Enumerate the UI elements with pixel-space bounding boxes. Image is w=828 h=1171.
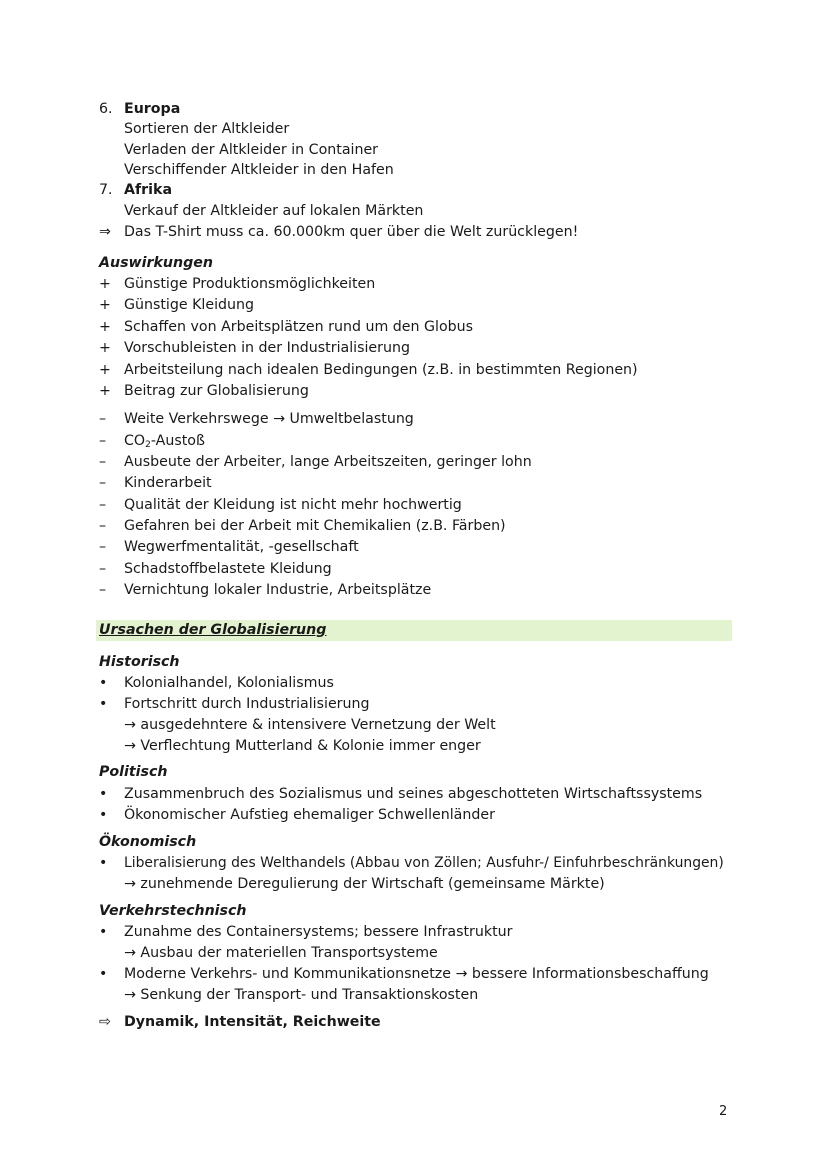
- minus-icon: –: [99, 539, 107, 555]
- list-number: 7.: [99, 182, 113, 198]
- minus-icon: –: [99, 582, 107, 598]
- minus-icon: –: [99, 561, 107, 577]
- bullet-icon: •: [99, 786, 108, 802]
- bullet-icon: •: [99, 696, 108, 712]
- minus-icon: –: [99, 411, 107, 427]
- plus-icon: +: [99, 383, 111, 399]
- plus-icon: +: [99, 276, 111, 292]
- minus-icon: –: [99, 433, 107, 449]
- bullet-icon: •: [99, 966, 108, 982]
- minus-icon: –: [99, 475, 107, 491]
- list-item-title: Afrika: [124, 182, 173, 198]
- bullet-icon: •: [99, 924, 108, 940]
- plus-icon: +: [99, 340, 111, 356]
- plus-icon: +: [99, 319, 111, 335]
- subheading-oekonomisch: Ökonomisch: [99, 834, 197, 850]
- subheading-verkehrstechnisch: Verkehrstechnisch: [99, 903, 247, 919]
- minus-icon: –: [99, 454, 107, 470]
- bullet-icon: •: [99, 855, 108, 871]
- plus-icon: +: [99, 362, 111, 378]
- page-number: 2: [719, 1104, 728, 1119]
- subheading-historisch: Historisch: [99, 654, 180, 670]
- subheading-politisch: Politisch: [99, 764, 168, 780]
- bullet-icon: •: [99, 675, 108, 691]
- document-page: 6. Europa Sortieren der Altkleider Verladen der Altkleider in Container Verschiffender Altkleider in den Hafen 7. Afrika Verkauf der Altkleider auf lokalen Märkten ⇒ Das T-Shirt muss ca. 60.000km quer über die Welt zurücklegen! Auswirkungen + Günstige Produktionsmöglichkeiten + Günstige Kleidung + Schaffen von Arbeitsplätzen rund um den Globus + Vorschubleisten in der Industrialisierung + Arbeitsteilung nach idealen Bedingungen (z.B. in bestimmten Regionen) + Beitrag zur Globalisierung – Weite Verkehrswege → Umweltbelastung – $CO_2$-Austoß – Ausbeute der Arbeiter, lange Arbeitszeiten, geringer lohn – Kinderarbeit – Qualität der Kleidung ist nicht mehr hochwertig – Gefahren bei der Arbeit mit Chemikalien (z.B. Färben) – Wegwerfmentalität, -gesellschaft – Schadstoffbelastete Kleidung – Vernichtung lokaler Industrie, Arbeitsplätze Ursachen der Globalisierung Historisch • Kolonialhandel, Kolonialismus • Fortschritt durch Industrialisierung → ausgedehntere & intensivere Vernetzung der Welt → Verflechtung Mutterland & Kolonie immer enger Politisch • Zusammenbruch des Sozialismus und seines abgeschotteten Wirtschaftssystems • Ökonomischer Aufstieg ehemaliger Schwellenländer Ökonomisch • Liberalisierung des Welthandels (Abbau von Zöllen; Ausfuhr-/ Einfuhrbeschränkungen) → zunehmende Deregulierung der Wirtschaft (gemeinsame Märkte) Verkehrstechnisch • Zunahme des Containersystems; bessere Infrastruktur → Ausbau der materiellen Transportsysteme • Moderne Verkehrs- und Kommunikationsnetze → bessere Informationsbeschaffung → Senkung der Transport- und Transaktionskosten ⇨ Dynamik, Intensität, Reichweite 2: [0, 0, 828, 1171]
- double-arrow-icon: ⇒: [99, 224, 111, 240]
- effects-heading: Auswirkungen: [99, 255, 214, 271]
- list-number: 6.: [99, 101, 113, 117]
- minus-icon: –: [99, 497, 107, 513]
- arrow-right-icon: ⇨: [99, 1014, 111, 1030]
- list-item-title: Europa: [124, 101, 181, 117]
- section-title: Ursachen der Globalisierung: [99, 622, 327, 638]
- plus-icon: +: [99, 297, 111, 313]
- bullet-icon: •: [99, 807, 108, 823]
- minus-icon: –: [99, 518, 107, 534]
